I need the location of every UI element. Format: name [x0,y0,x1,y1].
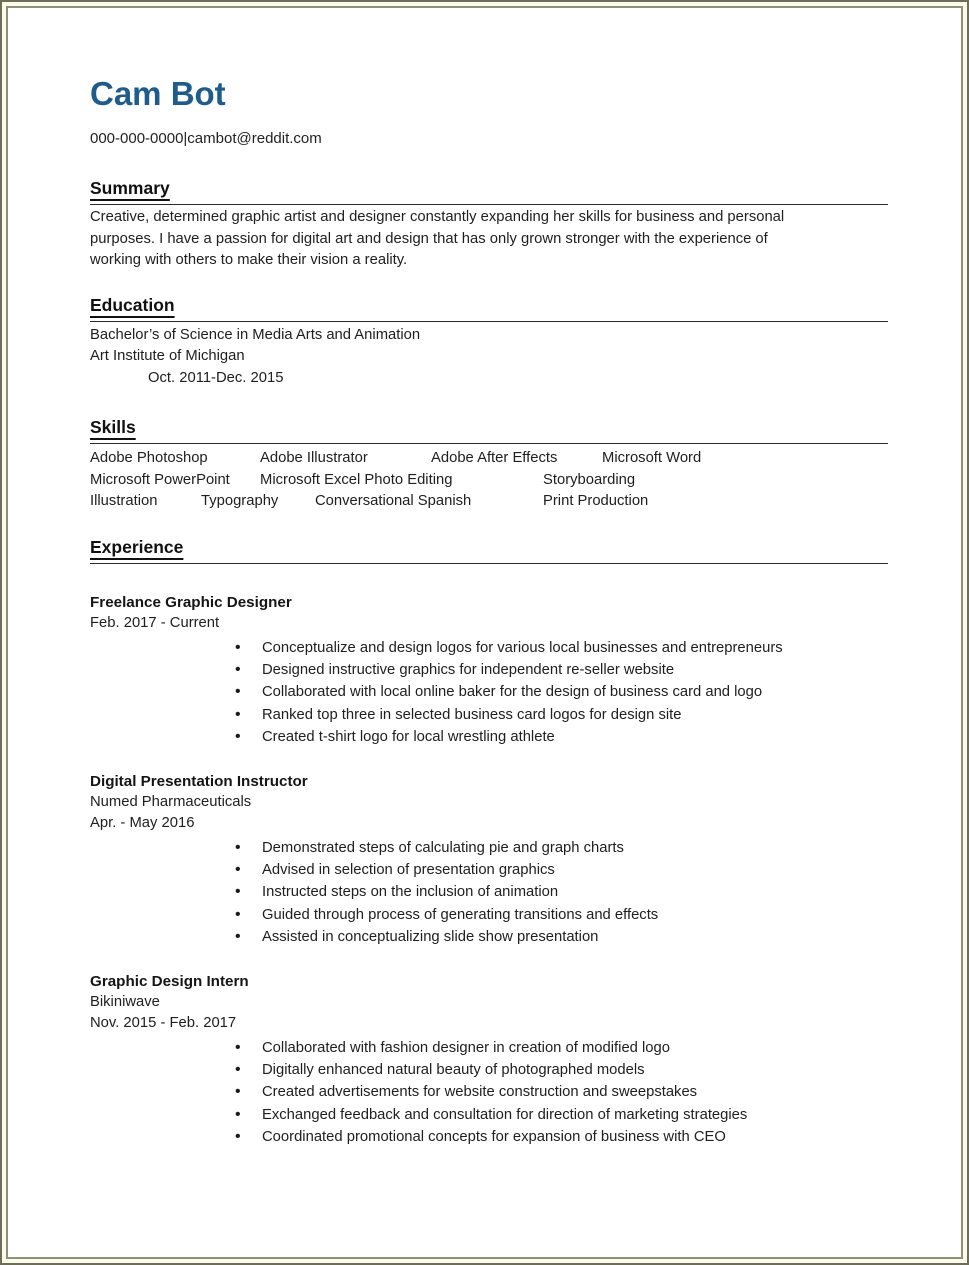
skills-list [90,448,888,513]
summary-paragraph [90,207,888,272]
skills-row-2 [90,470,888,492]
education-dates: Oct. 2011-Dec. 2015 [148,369,284,386]
skill-item: Microsoft PowerPoint [90,471,230,488]
job-bullet: • Conceptualize and design logos for various local businesses and entrepreneurs [233,637,888,659]
summary-heading-rule [90,176,888,205]
skill-item: Microsoft Word [602,450,702,466]
skills-row-3 [90,491,888,513]
section-education [90,293,888,390]
job-company: Bikiniwave [90,993,160,1010]
education-heading-rule [90,293,888,322]
summary-line-2: purposes. I have a passion for digital art and design that has only grown stronger with the experience of [90,230,768,247]
skill-item: Storyboarding [543,471,636,488]
skills-heading: Skills [90,417,136,437]
skills-row-1 [90,448,888,470]
skill-item: Adobe After Effects [431,450,558,466]
job-bullet: • Collaborated with fashion designer in creation of modified logo [233,1037,888,1059]
job-bullet-list [233,637,888,749]
job-bullet-list [233,837,888,949]
skill-item: Adobe Photoshop [90,450,208,466]
person-name: Cam Bot [90,75,226,112]
job-freelance-graphic-designer [90,592,888,749]
job-bullet: • Coordinated promotional concepts for expansion of business with CEO [233,1126,888,1148]
education-heading: Education [90,294,175,315]
job-bullet: • Collaborated with local online baker for the design of business card and logo [233,681,888,703]
summary-heading: Summary [90,178,170,198]
job-dates: Nov. 2015 - Feb. 2017 [90,1014,237,1031]
job-title: Digital Presentation Instructor [90,772,308,790]
job-bullet: • Demonstrated steps of calculating pie and graph charts [233,837,888,859]
skills-heading-rule [90,415,888,444]
job-graphic-design-intern [90,971,888,1149]
skill-item: Conversational Spanish [315,493,472,509]
education-school: Art Institute of Michigan [90,348,245,364]
education-details [90,325,888,390]
job-bullet-list [233,1037,888,1149]
job-bullet: • Guided through process of generating transitions and effects [233,904,888,926]
section-skills [90,415,888,513]
skill-item: Typography [201,493,279,509]
job-bullet: • Created t-shirt logo for local wrestling athlete [233,726,888,748]
job-bullet: • Exchanged feedback and consultation for direction of marketing strategies [233,1104,888,1126]
job-title: Graphic Design Intern [90,972,249,990]
skill-item: Microsoft Excel Photo Editing [260,471,453,488]
job-company: Numed Pharmaceuticals [90,793,252,810]
summary-line-1: Creative, determined graphic artist and designer constantly expanding her skills for business and personal [90,209,785,225]
skill-item: Adobe Illustrator [260,450,368,466]
education-degree: Bachelor’s of Science in Media Arts and Animation [90,326,421,343]
job-bullet: • Advised in selection of presentation graphics [233,859,888,881]
skill-item: Print Production [543,493,649,509]
contact-line: 000-000-0000|cambot@reddit.com [90,130,322,147]
job-bullet: • Ranked top three in selected business card logos for design site [233,704,888,726]
job-title: Freelance Graphic Designer [90,593,292,611]
summary-line-3: working with others to make their vision a reality. [90,252,408,268]
skill-item: Illustration [90,493,158,509]
job-bullet: • Created advertisements for website construction and sweepstakes [233,1081,888,1103]
section-experience [90,535,888,1149]
job-dates: Apr. - May 2016 [90,814,195,831]
job-bullet: • Instructed steps on the inclusion of animation [233,881,888,903]
job-bullet: • Assisted in conceptualizing slide show presentation [233,926,888,948]
experience-heading-rule [90,535,888,564]
job-bullet: • Designed instructive graphics for independent re-seller website [233,659,888,681]
job-dates: Feb. 2017 - Current [90,614,220,631]
experience-heading: Experience [90,536,184,557]
job-bullet: • Digitally enhanced natural beauty of photographed models [233,1059,888,1081]
section-summary [90,176,888,272]
job-digital-presentation-instructor [90,771,888,949]
